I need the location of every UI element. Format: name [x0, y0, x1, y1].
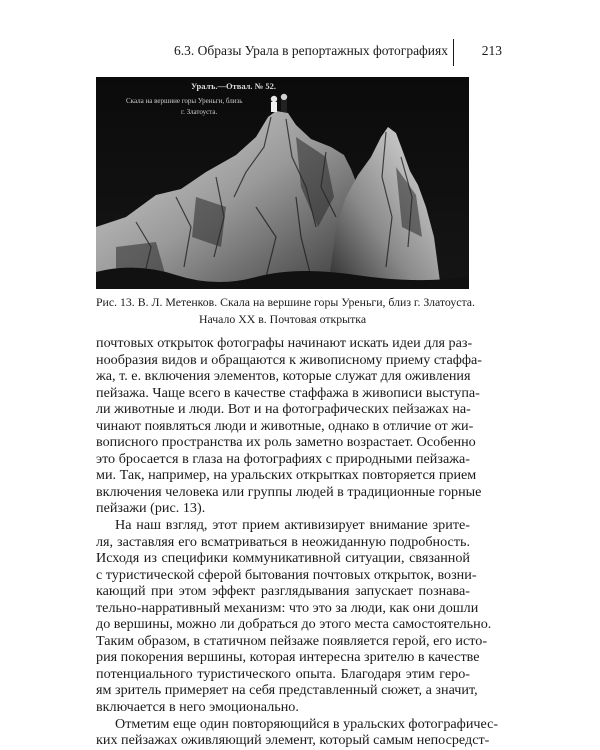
running-title: 6.3. Образы Урала в репортажных фотографиях — [174, 43, 448, 58]
postcard-subtitle-2: г. Златоуста. — [181, 108, 218, 116]
text-line: жа, т. е. включения элементов, которые служат для оживления — [96, 368, 471, 385]
text-line: чинают появляться люди и животные, однако в отличие от жи- — [96, 417, 474, 434]
text-line: почтовых открыток фотографы начинают искать идеи для раз- — [96, 335, 473, 351]
header-divider — [453, 39, 454, 66]
rock-photo-illustration — [96, 77, 469, 289]
postcard-subtitle-1: Скала на вершине горы Уреньги, близь — [126, 97, 243, 105]
text-line: Отметим еще один повторяющийся в уральских фотографичес- — [115, 715, 499, 732]
paragraph-3 — [96, 715, 499, 749]
text-line: На наш взгляд, этот прием активизирует внимание зрите- — [115, 517, 470, 534]
text-line: ли животные и люди. Вот и на фотографических пейзажах на- — [96, 401, 471, 418]
text-line: Таким образом, в статичном пейзаже появляется герой, его исто- — [96, 632, 488, 649]
text-line: нообразия видов и обращаются к живописному приему стаффа- — [96, 351, 482, 368]
text-line: потенциального туристического опыта. Благодаря этим геро- — [96, 665, 470, 682]
text-line: пейзажа. Чаще всего в качестве стаффажа в живописи выступа- — [96, 384, 480, 401]
paragraph-1 — [96, 335, 482, 517]
paragraph-2 — [96, 517, 492, 716]
postcard-title: Уралъ.—Отвал. № 52. — [191, 81, 276, 91]
page-number: 213 — [481, 43, 502, 58]
body-text — [96, 335, 499, 749]
text-line: рия покорения вершины, которая интересна зрителю в качестве — [96, 649, 480, 666]
figure-caption — [96, 294, 475, 328]
text-line: включается в него эмоционально. — [96, 699, 299, 716]
text-line: тельно-нарративный механизм: что это за люди, как они дошли — [96, 599, 479, 616]
text-line: вописного пространства их роль заметно возрастает. Особенно — [96, 434, 476, 451]
caption-line: Начало XX в. Почтовая открытка — [198, 312, 367, 326]
text-line: это бросается в глаза на фотографиях с природными пейзажа- — [96, 450, 470, 467]
text-line: с туристической сферой бытования почтовых открыток, возни- — [96, 566, 477, 583]
caption-line: Рис. 13. В. Л. Метенков. Скала на вершине горы Уреньги, близ г. Златоуста. — [96, 295, 475, 309]
text-line: ких пейзажах оживляющий элемент, который самым непосредст- — [96, 732, 490, 749]
text-line: ям зритель примеряет на себя представленный сюжет, а значит, — [96, 682, 478, 699]
text-line: ля, заставляя его всматриваться в неожиданную подробность. — [96, 533, 470, 550]
text-line: до вершины, можно ли добраться до этого места самостоятельно. — [96, 616, 492, 633]
text-line: ми. Так, например, на уральских открытках повторяется прием — [96, 467, 477, 484]
figure-photo-postcard — [96, 77, 469, 289]
text-line: включения человека или группы людей в традиционные горные — [96, 483, 482, 500]
text-line: пейзажи (рис. 13). — [96, 500, 206, 517]
text-line: Исходя из специфики коммуникативной ситуации, связанной — [96, 550, 470, 567]
running-header — [96, 43, 510, 65]
text-line: кающий при этом эффект разглядывания запускает познава- — [96, 583, 470, 600]
